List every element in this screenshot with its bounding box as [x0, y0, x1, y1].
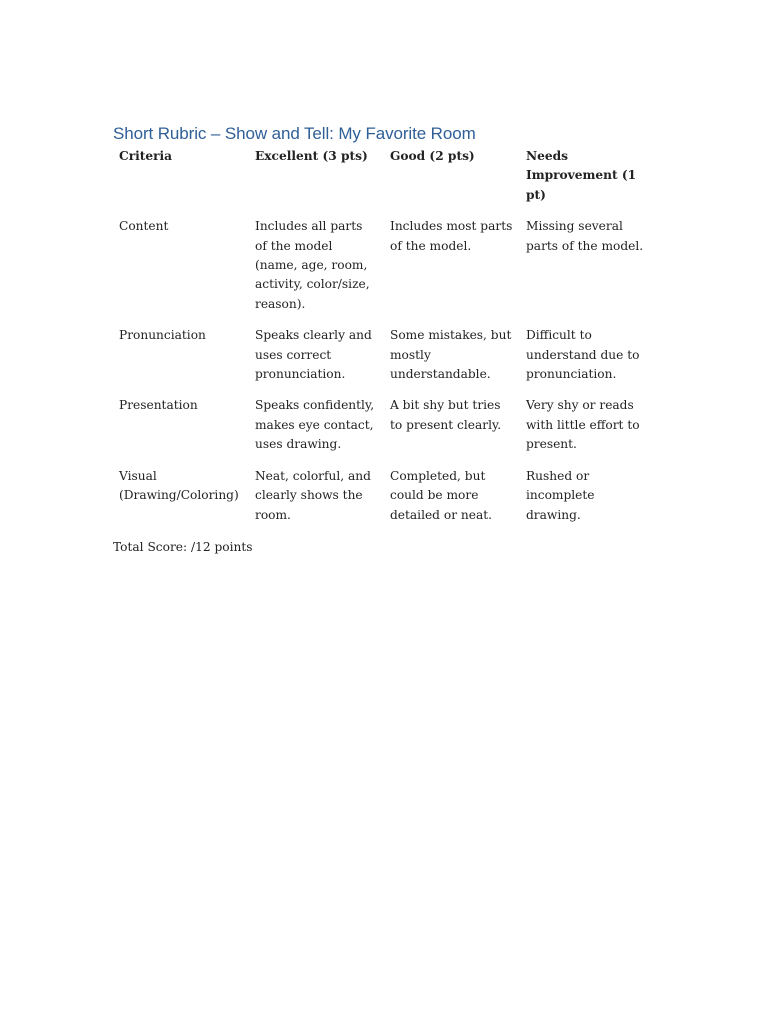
table-row: [113, 217, 658, 326]
criteria-cell: Pronunciation: [119, 328, 206, 343]
criteria-cell: Content: [119, 219, 169, 234]
table-row: [113, 467, 658, 537]
table-header-row: [113, 147, 658, 217]
criteria-cell: Visual (Drawing/Coloring): [119, 468, 239, 503]
rubric-table: [113, 147, 658, 537]
needs-improvement-cell: Very shy or reads with little effort to present.: [526, 398, 640, 452]
document-title: Short Rubric – Show and Tell: My Favorite Room: [113, 124, 476, 143]
needs-improvement-cell: Rushed or incomplete drawing.: [526, 468, 595, 522]
table-row: [113, 326, 658, 396]
criteria-cell: Presentation: [119, 398, 198, 413]
header-good: Good (2 pts): [390, 149, 475, 163]
needs-improvement-cell: Missing several parts of the model.: [526, 219, 644, 253]
good-cell: Some mistakes, but mostly understandable.: [390, 328, 512, 382]
good-cell: Includes most parts of the model.: [390, 219, 513, 253]
good-cell: A bit shy but tries to present clearly.: [390, 398, 502, 432]
header-needs-improvement: Needs Improvement (1 pt): [526, 149, 637, 202]
needs-improvement-cell: Difficult to understand due to pronunciation.: [526, 328, 640, 382]
excellent-cell: Speaks clearly and uses correct pronunciation.: [255, 328, 372, 382]
total-score: Total Score: /12 points: [113, 540, 253, 554]
excellent-cell: Speaks confidently, makes eye contact, uses drawing.: [255, 398, 375, 452]
header-criteria: Criteria: [119, 149, 173, 163]
table-row: [113, 396, 658, 466]
good-cell: Completed, but could be more detailed or neat.: [390, 468, 492, 522]
excellent-cell: Includes all parts of the model (name, age, room, activity, color/size, reason).: [255, 219, 370, 311]
excellent-cell: Neat, colorful, and clearly shows the room.: [255, 468, 371, 522]
header-excellent: Excellent (3 pts): [255, 149, 368, 163]
